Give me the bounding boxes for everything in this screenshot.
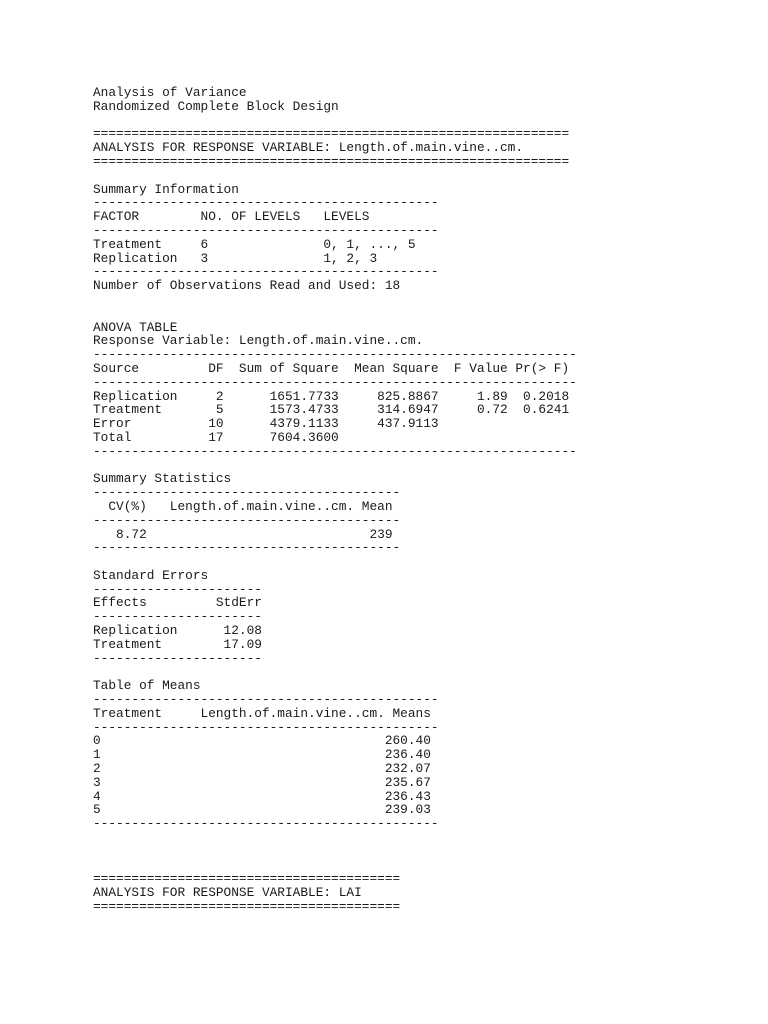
anova-row-total: Total 17 7604.3600 <box>93 429 339 445</box>
factor-row-treatment: Treatment 6 0, 1, ..., 5 <box>93 236 416 252</box>
anova-table-header: Source DF Sum of Square Mean Square F Value Pr(> F) <box>93 360 570 376</box>
table-rule: --------------------------------------------- <box>93 195 439 211</box>
factor-table-header: FACTOR NO. OF LEVELS LEVELS <box>93 209 370 225</box>
table-rule: ---------------------------------------- <box>93 512 401 528</box>
means-row: 5 239.03 <box>93 802 431 818</box>
blank-line <box>93 293 577 307</box>
table-rule: --------------------------------------------- <box>93 222 439 238</box>
summary-stats-header: CV(%) Length.of.main.vine..cm. Mean <box>93 498 393 514</box>
table-rule: --------------------------------------------------------------- <box>93 347 577 363</box>
table-rule: --------------------------------------------- <box>93 692 439 708</box>
blank-line <box>93 307 577 321</box>
section-rule: ============================================================== <box>93 126 570 142</box>
doc-title: Analysis of Variance <box>93 85 247 100</box>
summary-stats-row: 8.72 239 <box>93 526 393 542</box>
blank-line <box>93 831 577 845</box>
means-row: 3 235.67 <box>93 774 431 790</box>
table-rule: ---------------------- <box>93 581 262 597</box>
summary-stats-heading: Summary Statistics <box>93 471 232 487</box>
table-rule: --------------------------------------------- <box>93 264 439 280</box>
section-rule: ======================================== <box>93 871 401 887</box>
table-rule: --------------------------------------------- <box>93 719 439 735</box>
section-heading-vine-length: ANALYSIS FOR RESPONSE VARIABLE: Length.of.main.vine..cm. <box>93 140 524 156</box>
summary-info-heading: Summary Information <box>93 181 239 197</box>
factor-row-replication: Replication 3 1, 2, 3 <box>93 250 378 266</box>
table-rule: --------------------------------------------- <box>93 816 439 832</box>
section-rule: ======================================== <box>93 899 401 915</box>
anova-heading: ANOVA TABLE <box>93 319 178 335</box>
table-rule: --------------------------------------------------------------- <box>93 443 577 459</box>
section-heading-lai: ANALYSIS FOR RESPONSE VARIABLE: LAI <box>93 885 362 901</box>
table-rule: ---------------------------------------- <box>93 485 401 501</box>
means-heading: Table of Means <box>93 678 201 694</box>
blank-line <box>93 859 577 873</box>
blank-line <box>93 845 577 859</box>
table-rule: ---------------------- <box>93 609 262 625</box>
means-row: 0 260.40 <box>93 733 431 749</box>
means-table-header: Treatment Length.of.main.vine..cm. Means <box>93 705 431 721</box>
section-rule: ============================================================== <box>93 153 570 169</box>
means-row: 4 236.43 <box>93 788 431 804</box>
blank-line <box>93 459 577 473</box>
means-row: 2 232.07 <box>93 761 431 777</box>
std-errors-heading: Standard Errors <box>93 567 209 583</box>
anova-row-treatment: Treatment 5 1573.4733 314.6947 0.72 0.6241 <box>93 402 570 418</box>
std-error-row-replication: Replication 12.08 <box>93 623 262 639</box>
means-row: 1 236.40 <box>93 747 431 763</box>
std-error-row-treatment: Treatment 17.09 <box>93 636 262 652</box>
table-rule: --------------------------------------------------------------- <box>93 374 577 390</box>
blank-line <box>93 665 577 679</box>
response-variable-label: Response Variable: Length.of.main.vine..cm. <box>93 333 424 349</box>
std-errors-header: Effects StdErr <box>93 595 262 611</box>
anova-row-replication: Replication 2 1651.7733 825.8867 1.89 0.2018 <box>93 388 570 404</box>
blank-line <box>93 555 577 569</box>
table-rule: ---------------------------------------- <box>93 540 401 556</box>
table-rule: ---------------------- <box>93 650 262 666</box>
blank-line <box>93 114 577 128</box>
observations-count: Number of Observations Read and Used: 18 <box>93 278 401 294</box>
blank-line <box>93 169 577 183</box>
anova-row-error: Error 10 4379.1133 437.9113 <box>93 416 439 432</box>
analysis-output <box>93 86 577 914</box>
design-subtitle: Randomized Complete Block Design <box>93 98 339 114</box>
